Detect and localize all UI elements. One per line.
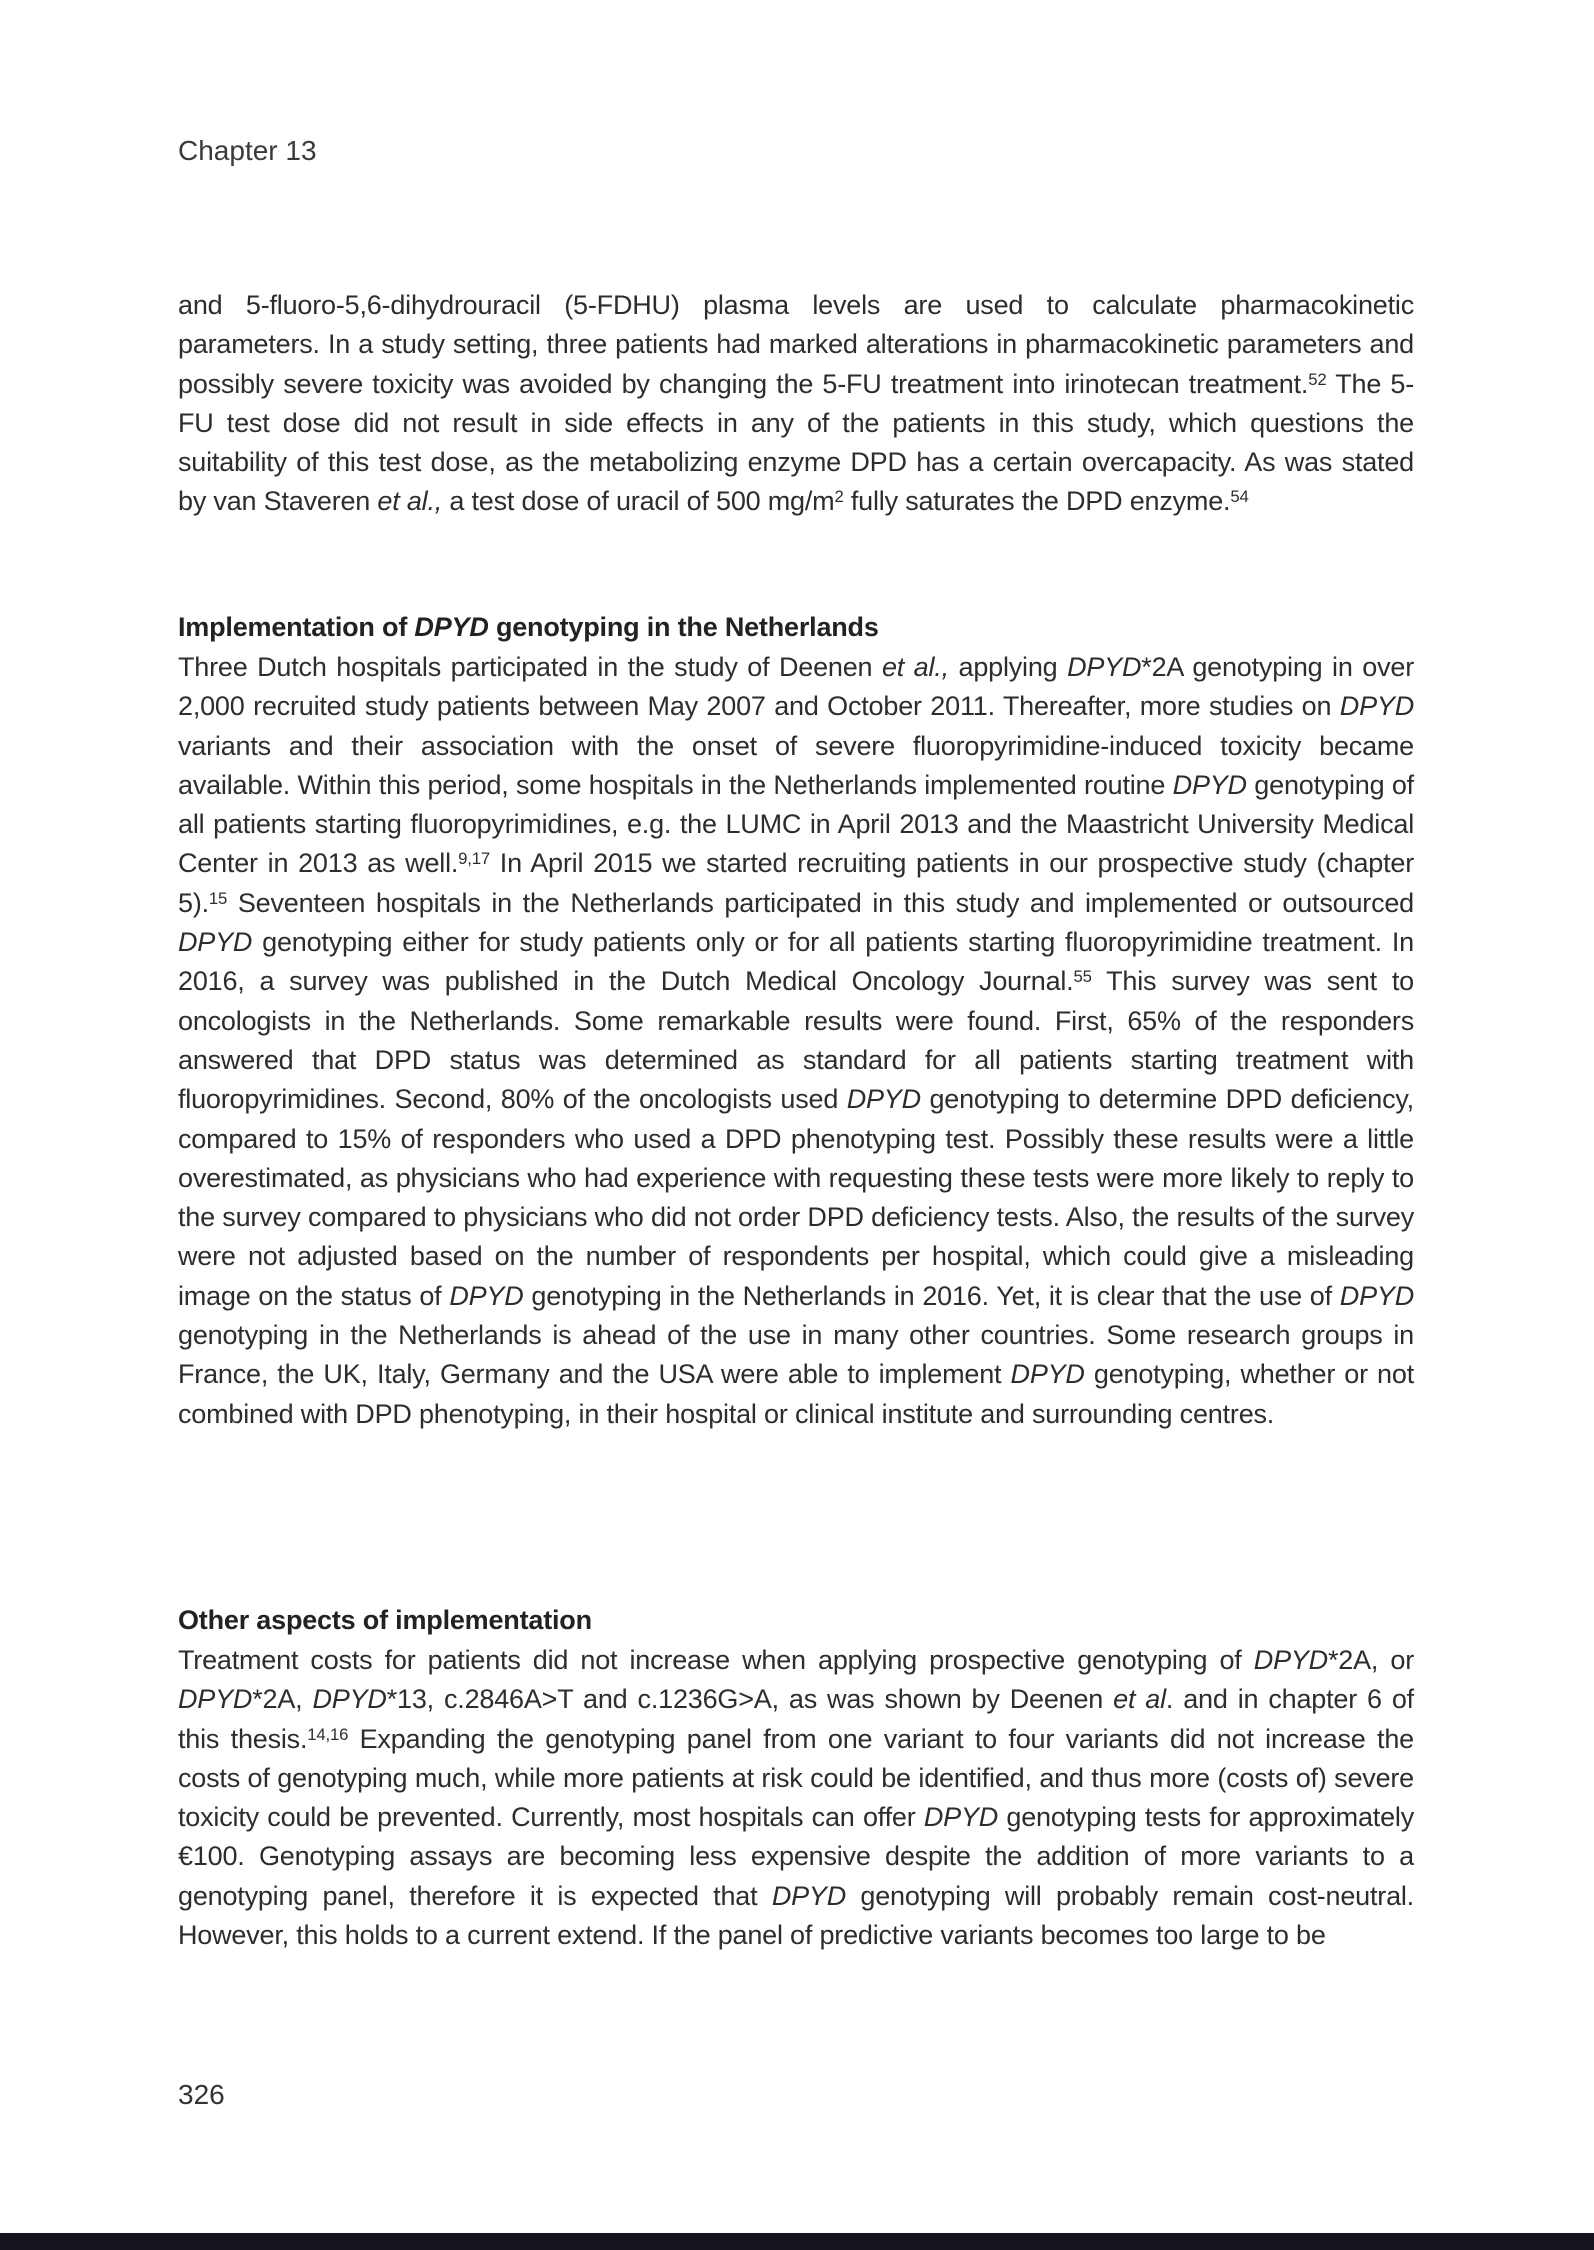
- intro-paragraph: and 5-fluoro-5,6-dihydrouracil (5-FDHU) plasma levels are used to calculate pharmacokinetic parameters. In a study setting, three patients had marked alterations in pharmacokinetic parameters and possibly severe toxicity was avoided by changing the 5-FU treatment into irinotecan treatment.$^{52}$ The 5-FU test dose did not result in side effects in any of the patients in this study, which questions the suitability of this test dose, as the metabolizing enzyme DPD has a certain overcapacity. As was stated by van Staveren et al., a test dose of uracil of 500 $mg/m^2$ fully saturates the DPD enzyme.$^{54}$: [178, 290, 1414, 517]
- section-paragraph-implementation: Three Dutch hospitals participated in the study of Deenen et al., applying DPYD*2A genotyping in over 2,000 recruited study patients between May 2007 and October 2011. Thereafter, more studies on DPYD variants and their association with the onset of severe fluoropyrimidine-induced toxicity became available. Within this period, some hospitals in the Netherlands implemented routine DPYD genotyping of all patients starting fluoropyrimidines, e.g. the LUMC in April 2013 and the Maastricht University Medical Center in 2013 as well.$^{9,17}$ In April 2015 we started recruiting patients in our prospective study (chapter 5).$^{15}$ Seventeen hospitals in the Netherlands participated in this study and implemented or outsourced DPYD genotyping either for study patients only or for all patients starting fluoropyrimidine treatment. In 2016, a survey was published in the Dutch Medical Oncology Journal.$^{55}$ This survey was sent to oncologists in the Netherlands. Some remarkable results were found. First, 65% of the responders answered that DPD status was determined as standard for all patients starting treatment with fluoropyrimidines. Second, 80% of the oncologists used DPYD genotyping to determine DPD deficiency, compared to 15% of responders who used a DPD phenotyping test. Possibly these results were a little overestimated, as physicians who had experience with requesting these tests were more likely to reply to the survey compared to physicians who did not order DPD deficiency tests. Also, the results of the survey were not adjusted based on the number of respondents per hospital, which could give a misleading image on the status of DPYD genotyping in the Netherlands in 2016. Yet, it is clear that the use of DPYD genotyping in the Netherlands is ahead of the use in many other countries. Some research groups in France, the UK, Italy, Germany and the USA were able to implement DPYD genotyping, whether or not combined with DPD phenotyping, in their hospital or clinical institute and surrounding centres.: [178, 652, 1414, 1429]
- section-heading-implementation: Implementation of DPYD genotyping in the Netherlands: [178, 612, 879, 642]
- running-header: Chapter 13: [178, 135, 317, 166]
- bottom-edge-bar: [0, 2233, 1594, 2250]
- section-heading-other-aspects: Other aspects of implementation: [178, 1605, 592, 1635]
- page-number: 326: [178, 2079, 225, 2110]
- section-paragraph-other-aspects: Treatment costs for patients did not increase when applying prospective genotyping of DPYD*2A, or DPYD*2A, DPYD*13, c.2846A>T and c.1236G>A, as was shown by Deenen et al. and in chapter 6 of this thesis.$^{14,16}$ Expanding the genotyping panel from one variant to four variants did not increase the costs of genotyping much, while more patients at risk could be identified, and thus more (costs of) severe toxicity could be prevented. Currently, most hospitals can offer DPYD genotyping tests for approximately €100. Genotyping assays are becoming less expensive despite the addition of more variants to a genotyping panel, therefore it is expected that DPYD genotyping will probably remain cost-neutral. However, this holds to a current extend. If the panel of predictive variants becomes too large to be: [178, 1645, 1414, 1951]
